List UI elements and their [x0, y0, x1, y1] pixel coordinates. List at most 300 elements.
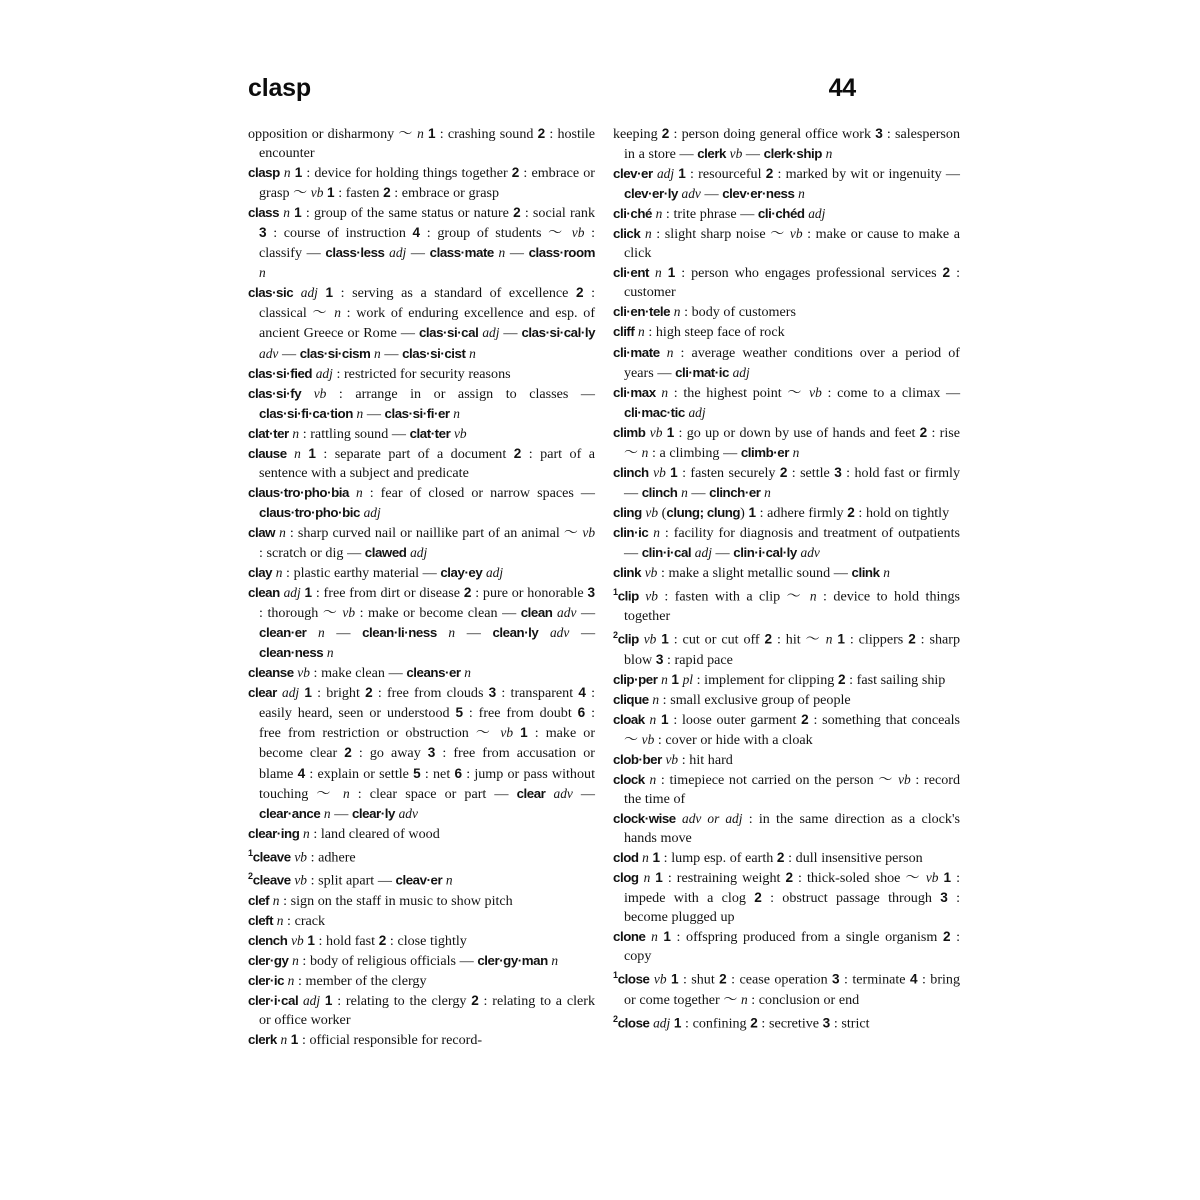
- headword: claus·tro·pho·bia: [248, 484, 349, 500]
- part-of-speech-label: vb: [644, 565, 658, 581]
- definition-text: : close tightly: [386, 933, 467, 950]
- headword: clasp: [248, 165, 280, 181]
- definition-text: : separate part of a document: [315, 445, 514, 462]
- dictionary-entry: [613, 966, 960, 1010]
- part-of-speech-label: adv: [681, 186, 701, 202]
- headword: clin·i·cal·ly: [733, 544, 797, 560]
- swung-dash-icon: 〜: [293, 186, 308, 202]
- part-of-speech-label: n: [649, 771, 657, 787]
- definition-text: : crack: [283, 913, 326, 930]
- headword: climb: [613, 424, 646, 440]
- dictionary-entry: [613, 1010, 960, 1034]
- definition-text: : explain or settle: [305, 765, 414, 782]
- definition-text: : salesperson in a store —: [624, 126, 960, 163]
- definition-text: : make a slight metallic sound —: [657, 565, 852, 582]
- definition-text: : transparent: [496, 685, 579, 702]
- part-of-speech-label: n: [283, 165, 291, 181]
- part-of-speech-label: n: [681, 484, 688, 500]
- part-of-speech-label: vb: [342, 605, 356, 621]
- definition-text: : facility for diagnosis and treatment of outpatients —: [624, 524, 960, 561]
- dictionary-entry: [613, 302, 960, 322]
- part-of-speech-label: vb: [898, 771, 911, 787]
- dictionary-entry: [613, 750, 960, 770]
- sense-number: 2: [837, 671, 846, 687]
- sense-number: 1: [294, 205, 302, 221]
- definition-text: keeping: [613, 126, 662, 142]
- headword: cli·mac·tic: [624, 404, 685, 420]
- part-of-speech-label: adj: [302, 993, 321, 1009]
- homograph-superscript: 2: [248, 871, 253, 882]
- sense-number: 1: [673, 1015, 682, 1031]
- dictionary-entry: [248, 891, 595, 911]
- dictionary-entry: [248, 203, 595, 283]
- headword: clique: [613, 691, 649, 707]
- dictionary-entry: [613, 523, 960, 563]
- headword: clef: [248, 893, 270, 909]
- headword: clink: [851, 565, 880, 581]
- sense-number: 6: [454, 765, 462, 781]
- definition-text: : thick-soled shoe: [793, 870, 906, 887]
- headword: cleave: [252, 849, 291, 865]
- part-of-speech-label: n: [655, 265, 662, 281]
- part-of-speech-label: vb: [643, 631, 657, 647]
- definition-text: : a climbing —: [648, 444, 741, 461]
- part-of-speech-label: adj: [732, 364, 750, 380]
- dictionary-entry: [613, 224, 960, 263]
- part-of-speech-label: n: [272, 893, 280, 909]
- definition-text: : split apart —: [306, 873, 396, 890]
- part-of-speech-label: n: [653, 524, 660, 540]
- definition-text: ): [740, 504, 749, 521]
- part-of-speech-label: n: [883, 565, 890, 581]
- headword: clean·li·ness: [362, 625, 437, 641]
- swung-dash-icon: 〜: [624, 445, 638, 461]
- part-of-speech-label: adj: [482, 325, 500, 341]
- headword: clas·si·cal·ly: [521, 325, 596, 341]
- part-of-speech-label: adj: [300, 285, 318, 301]
- part-of-speech-label: vb: [653, 464, 666, 480]
- headword: cleanse: [248, 665, 294, 681]
- definition-text: : impede with a clog: [624, 870, 961, 907]
- definition-text: : bring or come together: [624, 972, 961, 1009]
- part-of-speech-label: n: [652, 691, 660, 707]
- dictionary-entry: [613, 809, 960, 848]
- part-of-speech-label: n: [464, 665, 471, 681]
- headword: clench: [248, 933, 288, 949]
- definition-text: : something that conceals: [808, 711, 961, 728]
- part-of-speech-label: vb: [294, 873, 307, 889]
- part-of-speech-label: n: [356, 405, 364, 421]
- dictionary-entry: [248, 867, 595, 891]
- sense-number: 1: [520, 725, 528, 741]
- part-of-speech-label: adv: [549, 625, 570, 641]
- definition-text: : plastic earthy material —: [282, 565, 441, 582]
- definition-text: : thorough: [259, 605, 323, 622]
- headword: clock: [613, 771, 645, 787]
- sense-number: 5: [413, 765, 421, 781]
- swung-dash-icon: 〜: [723, 993, 738, 1009]
- part-of-speech-label: n: [292, 425, 300, 441]
- headword: clink: [613, 565, 642, 581]
- part-of-speech-label: n: [642, 850, 649, 866]
- swung-dash-icon: 〜: [398, 127, 413, 142]
- definition-text: : clear space or part —: [349, 785, 517, 802]
- page-number: 44: [828, 74, 856, 102]
- headword: clod: [613, 850, 639, 866]
- sense-number: 2: [847, 504, 855, 520]
- definition-text: : relating to the clergy: [332, 993, 472, 1010]
- sense-number: 5: [455, 705, 463, 721]
- dictionary-entry: [613, 463, 960, 503]
- part-of-speech-label: pl: [682, 671, 693, 687]
- sense-number: 2: [513, 445, 522, 461]
- headword: clev·er·ly: [624, 186, 678, 202]
- part-of-speech-label: vb: [297, 665, 310, 681]
- dictionary-entry: [248, 991, 595, 1030]
- definition-text: : rapid pace: [663, 651, 733, 668]
- headword: clin·ic: [613, 524, 649, 540]
- sense-number: 1: [655, 870, 663, 886]
- definition-text: : crashing sound: [435, 126, 538, 142]
- definition-text: : free from restriction or obstruction: [259, 705, 595, 742]
- part-of-speech-label: vb: [809, 384, 822, 400]
- sense-number: 2: [537, 126, 546, 141]
- definition-text: : land cleared of wood: [309, 825, 440, 842]
- headword: clock·wise: [613, 810, 676, 826]
- part-of-speech-label: n: [318, 625, 325, 641]
- swung-dash-icon: 〜: [805, 632, 821, 648]
- definition-text: —: [499, 325, 522, 342]
- part-of-speech-label: n: [666, 344, 674, 360]
- headword: clat·ter: [409, 425, 451, 441]
- definition-text: —: [324, 625, 363, 642]
- part-of-speech-label: n: [469, 345, 476, 361]
- swung-dash-icon: 〜: [312, 306, 329, 322]
- dictionary-entry: [248, 824, 595, 844]
- headword: cloak: [613, 711, 645, 727]
- headword: clerk·ship: [763, 146, 822, 162]
- definition-text: : easily heard, seen or understood: [259, 685, 596, 722]
- part-of-speech-label: n: [825, 631, 833, 647]
- part-of-speech-label: vb: [925, 870, 939, 886]
- dictionary-entry: [248, 563, 595, 583]
- headword: claw: [248, 524, 276, 540]
- part-of-speech-label: vb: [665, 751, 679, 767]
- definition-text: : restricted for security reasons: [332, 365, 511, 382]
- headword: close: [617, 1015, 650, 1031]
- part-of-speech-label: adj: [694, 544, 712, 560]
- homograph-superscript: 1: [248, 847, 253, 858]
- swung-dash-icon: 〜: [475, 726, 494, 742]
- part-of-speech-label: n: [641, 444, 649, 460]
- part-of-speech-label: n: [294, 445, 301, 461]
- headword: clean·ness: [259, 645, 324, 661]
- headword: cleav·er: [395, 873, 443, 889]
- definition-text: : cut or cut off: [668, 631, 765, 648]
- definition-text: : conclusion or end: [747, 992, 860, 1009]
- part-of-speech-label: vb: [582, 524, 596, 540]
- sense-number: 2: [471, 993, 479, 1009]
- definition-text: (: [658, 504, 667, 521]
- definition-text: —: [330, 805, 352, 822]
- definition-text: : restraining weight: [662, 870, 786, 887]
- sense-number: 2: [779, 464, 788, 480]
- part-of-speech-label: n: [323, 805, 331, 821]
- definition-text: : net: [420, 765, 455, 782]
- definition-text: : make clean —: [309, 665, 407, 682]
- sense-number: 1: [294, 165, 303, 181]
- sense-number: 2: [764, 631, 773, 647]
- definition-text: : serving as a standard of excellence: [333, 285, 576, 302]
- definition-text: : implement for clipping: [693, 671, 838, 688]
- part-of-speech-label: adj: [653, 1015, 671, 1031]
- dictionary-entry: [248, 971, 595, 991]
- sense-number: 2: [750, 1015, 758, 1031]
- part-of-speech-label: vb: [641, 731, 655, 747]
- part-of-speech-label: n: [551, 953, 559, 969]
- headword: clip: [617, 588, 639, 604]
- swung-dash-icon: 〜: [786, 589, 804, 605]
- definition-text: : adhere firmly: [756, 504, 848, 521]
- headword: cleans·er: [406, 665, 461, 681]
- part-of-speech-label: n: [417, 126, 424, 141]
- definition-text: : course of instruction: [266, 225, 413, 242]
- headword: close: [617, 972, 650, 988]
- dictionary-entry: [613, 626, 960, 670]
- sense-number: 2: [463, 585, 472, 601]
- definition-text: [545, 786, 553, 802]
- part-of-speech-label: adj: [363, 504, 381, 520]
- right-column: [613, 124, 960, 1164]
- definition-text: : go away: [351, 745, 428, 762]
- part-of-speech-label: vb: [649, 424, 663, 440]
- sense-number: 1: [304, 685, 312, 701]
- definition-text: : high steep face of rock: [644, 324, 785, 341]
- part-of-speech-label: n: [651, 929, 658, 945]
- definition-text: opposition or disharmony: [248, 126, 399, 142]
- sense-number: 1: [837, 631, 845, 647]
- dictionary-entry: [248, 911, 595, 931]
- headword: cleft: [248, 913, 274, 929]
- text-columns: [248, 124, 960, 1164]
- definition-text: : small exclusive group of people: [659, 691, 851, 708]
- part-of-speech-label: n: [661, 671, 668, 687]
- part-of-speech-label: vb: [789, 226, 803, 242]
- part-of-speech-label: n: [644, 226, 652, 242]
- definition-text: [293, 285, 301, 301]
- dictionary-entry: [248, 163, 595, 203]
- part-of-speech-label: n: [649, 711, 657, 727]
- definition-text: : fasten: [334, 185, 384, 202]
- definition-text: : make or become clear: [259, 725, 596, 762]
- dictionary-entry: [613, 322, 960, 342]
- definition-text: : marked by wit or ingenuity —: [773, 166, 960, 183]
- definition-text: : rise: [927, 424, 961, 441]
- definition-text: : in the same direction as a clock's hands move: [624, 810, 960, 847]
- definition-text: : sign on the staff in music to show pitch: [279, 893, 513, 910]
- definition-text: : average weather conditions over a period of years —: [624, 344, 960, 381]
- part-of-speech-label: adv: [398, 805, 418, 821]
- definition-text: : hit: [772, 631, 806, 648]
- definition-text: : embrace or grasp: [390, 185, 500, 202]
- definition-text: : adhere: [306, 849, 356, 866]
- definition-text: : free from doubt: [463, 705, 578, 722]
- sense-number: 2: [383, 185, 391, 201]
- dictionary-entry: [248, 384, 595, 424]
- sense-number: 1: [670, 972, 679, 988]
- definition-text: : member of the clergy: [294, 973, 427, 990]
- sense-number: 3: [427, 745, 436, 761]
- dictionary-entry: [248, 523, 595, 563]
- definition-text: : sharp curved nail or naillike part of an animal: [285, 524, 564, 541]
- swung-dash-icon: 〜: [563, 525, 579, 541]
- definition-text: [349, 485, 356, 501]
- definition-text: : person doing general office work: [669, 126, 876, 142]
- headword: cler·gy: [248, 953, 289, 969]
- part-of-speech-label: adv: [259, 345, 279, 361]
- definition-text: : device to hold things together: [624, 588, 961, 624]
- definition-text: : relating to a clerk or office worker: [259, 993, 596, 1029]
- sense-number: 3: [587, 585, 595, 601]
- definition-text: : hit hard: [678, 751, 733, 768]
- swung-dash-icon: 〜: [316, 786, 335, 802]
- sense-number: 2: [942, 265, 951, 281]
- swung-dash-icon: 〜: [787, 385, 804, 401]
- definition-text: [437, 625, 449, 641]
- part-of-speech-label: n: [740, 992, 748, 1008]
- headword: clean·er: [259, 625, 307, 641]
- definition-text: : device for holding things together: [302, 165, 512, 182]
- part-of-speech-label: n: [661, 384, 669, 400]
- headword: clay·ey: [440, 565, 483, 581]
- part-of-speech-label: adv: [553, 785, 573, 801]
- definition-text: [306, 625, 318, 641]
- headword: clean·ly: [492, 625, 539, 641]
- part-of-speech-label: n: [798, 186, 805, 202]
- definition-text: —: [278, 345, 300, 362]
- headword: clas·si·fy: [248, 385, 302, 401]
- definition-text: [660, 345, 667, 361]
- part-of-speech-label: n: [275, 565, 283, 581]
- dictionary-entry: [248, 283, 595, 363]
- sense-number: 1: [748, 504, 757, 520]
- definition-text: —: [569, 625, 596, 642]
- definition-text: : fear of closed or narrow spaces —: [362, 484, 596, 501]
- headword: cli·max: [613, 384, 656, 400]
- dictionary-entry: [248, 583, 595, 663]
- sense-number: 2: [801, 711, 809, 727]
- definition-text: : terminate: [839, 972, 910, 989]
- sense-number: 2: [575, 285, 584, 301]
- part-of-speech-label: n: [673, 304, 681, 320]
- headword: clip·per: [613, 671, 658, 687]
- part-of-speech-label: vb: [291, 933, 304, 949]
- sense-number: 6: [577, 705, 586, 721]
- definition-text: : free from dirt or disease: [312, 585, 464, 602]
- sense-number: 3: [875, 126, 883, 141]
- headword: cler·ic: [248, 973, 285, 989]
- headword: clear·ing: [248, 825, 300, 841]
- headword: claus·tro·pho·bic: [259, 504, 360, 520]
- headword: clerk: [697, 146, 727, 162]
- sense-number: 2: [513, 205, 521, 221]
- dictionary-entry: [248, 663, 595, 683]
- part-of-speech-label: n: [280, 1032, 288, 1048]
- sense-number: 4: [909, 972, 918, 988]
- dictionary-entry: [613, 927, 960, 966]
- part-of-speech-label: n: [276, 913, 284, 929]
- dictionary-entry: [613, 868, 960, 927]
- sense-number: 1: [663, 929, 671, 945]
- part-of-speech-label: vb: [310, 185, 324, 201]
- part-of-speech-label: adj: [282, 685, 300, 701]
- dictionary-entry: [248, 444, 595, 483]
- dictionary-entry: [248, 483, 595, 523]
- part-of-speech-label: n: [792, 444, 800, 460]
- headword: clev·er: [613, 166, 653, 182]
- dictionary-entry: [248, 844, 595, 868]
- definition-text: : arrange in or assign to classes —: [326, 385, 595, 402]
- definition-text: : slight sharp noise: [651, 226, 771, 243]
- part-of-speech-label: adj: [283, 585, 301, 601]
- headword: clear·ance: [259, 805, 321, 821]
- page-header: [248, 74, 856, 108]
- headword: clay: [248, 565, 273, 581]
- definition-text: : customer: [624, 265, 961, 301]
- dictionary-entry: [613, 690, 960, 710]
- part-of-speech-label: vb: [571, 225, 585, 241]
- headword: clear: [248, 685, 277, 701]
- dictionary-entry: [613, 124, 960, 164]
- definition-text: : the highest point: [668, 384, 788, 401]
- homograph-superscript: 2: [613, 629, 618, 640]
- sense-number: 2: [785, 870, 794, 886]
- sense-number: 1: [308, 445, 316, 461]
- headword: clas·si·cal: [418, 325, 479, 341]
- dictionary-entry: [248, 424, 595, 444]
- part-of-speech-label: n: [283, 205, 290, 221]
- part-of-speech-label: adj: [315, 365, 333, 381]
- sense-number: 2: [661, 126, 670, 141]
- dictionary-entry: [613, 343, 960, 383]
- definition-text: —: [505, 245, 529, 262]
- definition-text: : copy: [624, 929, 961, 965]
- headword: cli·chéd: [757, 206, 805, 222]
- definition-text: : become plugged up: [624, 890, 960, 926]
- definition-text: : make or become clean —: [355, 605, 521, 622]
- sense-number: 1: [667, 265, 676, 281]
- dictionary-entry: [613, 164, 960, 204]
- definition-text: : free from accusation or blame: [259, 745, 595, 782]
- definition-text: : social rank: [520, 205, 596, 222]
- definition-text: : classical: [259, 285, 596, 322]
- homograph-superscript: 2: [613, 1014, 618, 1025]
- part-of-speech-label: n: [764, 484, 771, 500]
- definition-text: : scratch or dig —: [259, 544, 365, 561]
- sense-number: 4: [297, 765, 306, 781]
- headword: cling: [613, 504, 642, 520]
- sense-number: 4: [578, 685, 586, 701]
- definition-text: [565, 225, 572, 241]
- definition-text: : fasten with a clip: [657, 588, 787, 605]
- definition-text: : shut: [678, 972, 720, 989]
- headword: clung; clung: [666, 504, 741, 520]
- part-of-speech-label: adj: [389, 245, 407, 261]
- sense-number: 3: [822, 1015, 831, 1031]
- headword: clas·sic: [248, 285, 294, 301]
- definition-text: : obstruct passage through: [761, 890, 941, 907]
- definition-text: : confining: [681, 1015, 751, 1032]
